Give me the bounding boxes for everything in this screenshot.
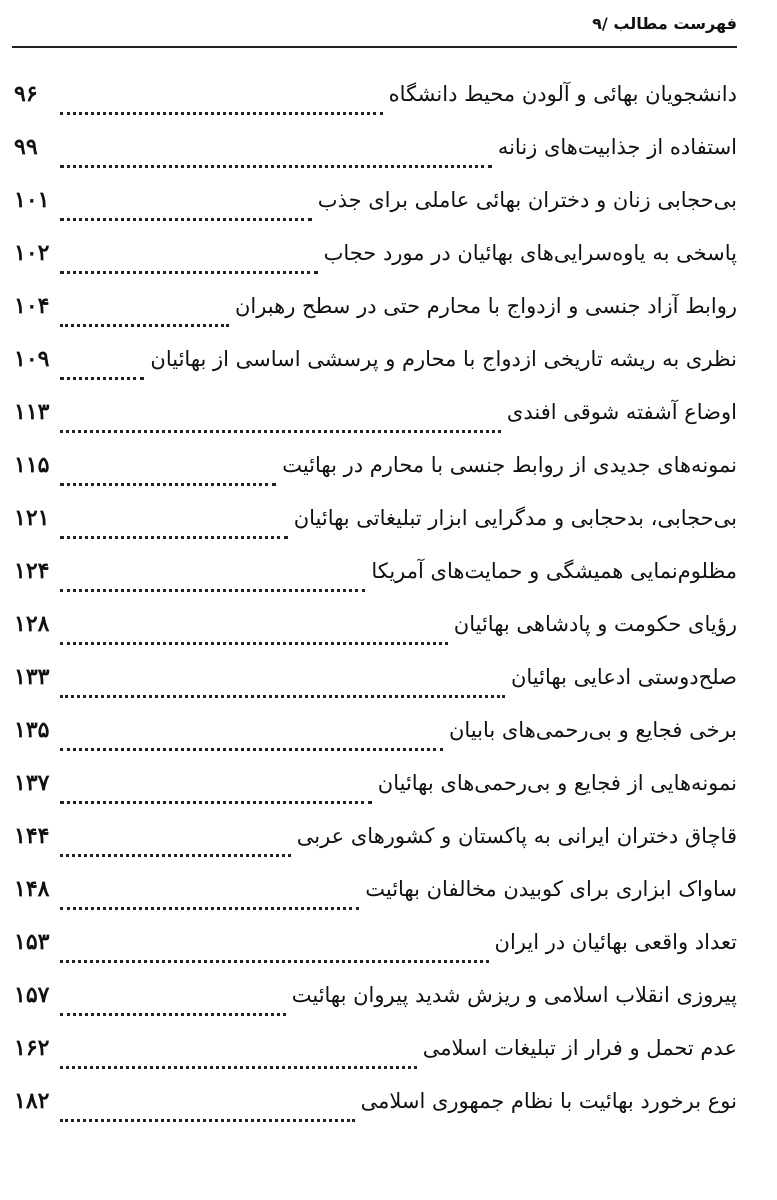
toc-entry-page: ۱۵۷: [14, 982, 50, 1008]
toc-entry-page: ۱۰۹: [14, 346, 50, 372]
toc-entry-title: بی‌حجابی، بدحجابی و مدگرایی ابزار تبلیغاتی بهائیان: [293, 506, 737, 530]
toc-entry: [14, 1085, 737, 1138]
toc-entry-title: اوضاع آشفته شوقی افندی: [506, 400, 737, 424]
dot-leader: [60, 747, 443, 751]
toc-entry-page: ۹۶: [14, 81, 38, 107]
toc-entry: [14, 343, 737, 396]
toc-entry: [14, 449, 737, 502]
toc-entry-title: روابط آزاد جنسی و ازدواج با محارم حتی در سطح رهبران: [234, 294, 737, 318]
dot-leader: [60, 588, 365, 592]
toc-entry-page: ۱۴۴: [14, 823, 50, 849]
dot-leader: [60, 694, 505, 698]
toc-entry-page: ۱۳۵: [14, 717, 50, 743]
toc-entry-title: دانشجویان بهائی و آلودن محیط دانشگاه: [388, 82, 737, 106]
toc-entry: [14, 290, 737, 343]
dot-leader: [60, 853, 291, 857]
toc-entry-page: ۱۵۳: [14, 929, 50, 955]
toc-entry: [14, 78, 737, 131]
toc-entry-page: ۱۰۲: [14, 240, 50, 266]
page-header-title: فهرست مطالب /۹: [592, 14, 737, 33]
toc-entry-title: نظری به ریشه تاریخی ازدواج با محارم و پرسشی اساسی از بهائیان: [150, 347, 737, 371]
toc-entry: [14, 1032, 737, 1085]
toc-entry-title: استفاده از جذابیت‌های زنانه: [497, 135, 737, 159]
dot-leader: [60, 906, 359, 910]
toc-entry-page: ۱۶۲: [14, 1035, 50, 1061]
toc-entry: [14, 873, 737, 926]
toc-entry-title: مظلوم‌نمایی همیشگی و حمایت‌های آمریکا: [371, 559, 737, 583]
toc-entry: [14, 767, 737, 820]
toc-entry-title: نمونه‌هایی از فجایع و بی‌رحمی‌های بهائیان: [377, 771, 737, 795]
toc-entry-title: قاچاق دختران ایرانی به پاکستان و کشورهای عربی: [296, 824, 737, 848]
toc-entry-page: ۱۴۸: [14, 876, 50, 902]
dot-leader: [60, 535, 288, 539]
toc-entry: [14, 979, 737, 1032]
dot-leader: [60, 482, 276, 486]
dot-leader: [60, 111, 383, 115]
toc-entry: [14, 714, 737, 767]
toc-entry-page: ۱۰۱: [14, 187, 50, 213]
toc-entry-page: ۱۲۴: [14, 558, 50, 584]
dot-leader: [60, 376, 144, 380]
toc-entry: [14, 926, 737, 979]
toc-entry: [14, 820, 737, 873]
toc-entry: [14, 661, 737, 714]
toc-entry: [14, 131, 737, 184]
dot-leader: [60, 959, 489, 963]
dot-leader: [60, 1065, 417, 1069]
dot-leader: [60, 1012, 286, 1016]
toc-entry-page: ۱۲۱: [14, 505, 50, 531]
toc-entry-page: ۱۰۴: [14, 293, 50, 319]
dot-leader: [60, 270, 318, 274]
dot-leader: [60, 429, 501, 433]
toc-entry-title: عدم تحمل و فرار از تبلیغات اسلامی: [422, 1036, 737, 1060]
toc-entry-title: تعداد واقعی بهائیان در ایران: [494, 930, 737, 954]
dot-leader: [60, 641, 448, 645]
toc-entry-page: ۱۳۳: [14, 664, 50, 690]
toc-entry: [14, 184, 737, 237]
dot-leader: [60, 217, 312, 221]
toc-entry: [14, 502, 737, 555]
dot-leader: [60, 323, 229, 327]
dot-leader: [60, 1118, 355, 1122]
toc-entry-page: ۹۹: [14, 134, 38, 160]
table-of-contents: [14, 78, 737, 1138]
toc-entry: [14, 396, 737, 449]
toc-entry-page: ۱۸۲: [14, 1088, 50, 1114]
toc-entry-page: ۱۱۵: [14, 452, 50, 478]
page-header: [12, 0, 737, 48]
toc-entry-title: نوع برخورد بهائیت با نظام جمهوری اسلامی: [360, 1089, 737, 1113]
toc-entry-title: پیروزی انقلاب اسلامی و ریزش شدید پیروان بهائیت: [291, 983, 737, 1007]
toc-entry: [14, 237, 737, 290]
toc-entry-title: پاسخی به یاوه‌سرایی‌های بهائیان در مورد حجاب: [323, 241, 737, 265]
toc-entry-title: برخی فجایع و بی‌رحمی‌های بابیان: [448, 718, 737, 742]
toc-entry-page: ۱۲۸: [14, 611, 50, 637]
toc-entry-page: ۱۳۷: [14, 770, 50, 796]
toc-entry-title: ساواک ابزاری برای کوبیدن مخالفان بهائیت: [365, 877, 737, 901]
toc-entry-title: صلح‌دوستی ادعایی بهائیان: [510, 665, 737, 689]
dot-leader: [60, 800, 372, 804]
dot-leader: [60, 164, 492, 168]
toc-entry: [14, 555, 737, 608]
toc-entry-page: ۱۱۳: [14, 399, 50, 425]
toc-entry-title: بی‌حجابی زنان و دختران بهائی عاملی برای جذب: [317, 188, 737, 212]
toc-entry-title: رؤیای حکومت و پادشاهی بهائیان: [453, 612, 737, 636]
toc-entry-title: نمونه‌های جدیدی از روابط جنسی با محارم در بهائیت: [282, 453, 737, 477]
toc-entry: [14, 608, 737, 661]
